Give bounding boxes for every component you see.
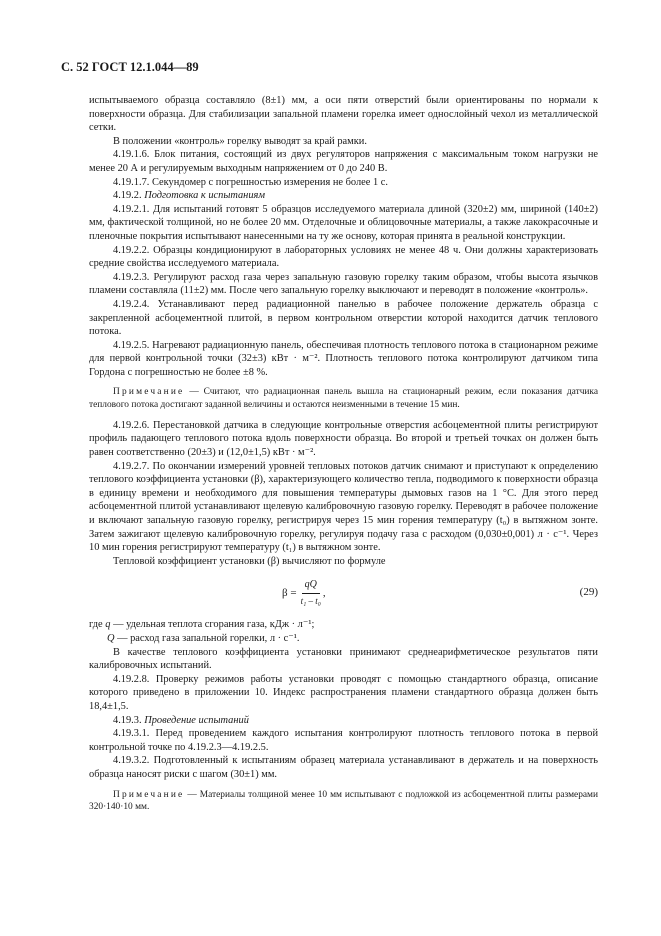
note	[89, 789, 598, 813]
section-heading	[89, 714, 598, 728]
paragraph: испытываемого образца составляло (8±1) мм, а оси пяти отверстий были ориентированы по нормали к поверхности образца. Для стабилизации запальной пламени горелка имеет однослойный чехол из металлической сетки.	[89, 95, 598, 134]
paragraph: 4.19.2.6. Перестановкой датчика в следующие контрольные отверстия асбоцементной плиты регистрируют профиль падающего теплового потока вдоль поверхности образца. Во второй и третьей точках он должен быть равен соответственно (20±3) и (12,0±1,5) кВт · м⁻².	[89, 419, 598, 459]
paragraph: 4.19.2.2. Образцы кондиционируют в лабораторных условиях не менее 48 ч. Они должны характеризовать средние свойства исследуемого материала.	[89, 244, 598, 270]
note-label: Примечание	[113, 789, 185, 800]
formula-definitions	[89, 618, 598, 645]
definition-q	[89, 618, 598, 632]
paragraph: 4.19.2.7. По окончании измерений уровней тепловых потоков датчик снимают и приступают к определению теплового коэффициента установки (β), характеризующего количество тепла, подводимого к поверхности образца в единицу времени и необходимого для повышения температуры дымовых газов на 1 °С. Для этого перед асбоцементной плитой устанавливают щелевую калибровочную газовую горелку. Переводят в рабочее положение и включают запальную газовую горелку, регистрируя через 15 мин горения температуру (t₀) в вытяжном зонте. Затем зажигают щелевую калибровочную горелку, регулируя подачу газа с расходом (0,030±0,001) л · с⁻¹. Через 10 мин горения регистрируют температуру (t₁) в вытяжном зонте.	[89, 460, 598, 554]
section-heading	[89, 189, 598, 203]
paragraph: 4.19.1.7. Секундомер с погрешностью измерения не более 1 с.	[113, 176, 388, 188]
definition-text: — расход газа запальной горелки, л · с⁻¹.	[117, 633, 300, 644]
definition-lead: где	[89, 619, 103, 631]
note-text: — Считают, что радиационная панель вышла на стационарный режим, если показания датчика теплового потока достигают заданной величины и остаются неизменными в течение 15 мин.	[89, 387, 598, 410]
formula-fraction	[301, 578, 321, 608]
definition-symbol: Q	[107, 633, 115, 644]
paragraph: 4.19.2.8. Проверку режимов работы установки проводят с помощью стандартного образца, описание которого приведено в приложении 10. Индекс распространения пламени стандартного образца должен быть 18,4±1,5.	[89, 673, 598, 712]
formula-tail: ,	[322, 586, 326, 599]
definition-symbol: q	[105, 619, 111, 631]
formula-numerator: qQ	[302, 578, 320, 594]
note-text: — Материалы толщиной менее 10 мм испытывают с подложкой из асбоцементной плиты размерами 320·140·10 мм.	[89, 789, 599, 812]
paragraph: В качестве теплового коэффициента установки принимают среднеарифметическое результатов пяти калибровочных испытаний.	[89, 646, 598, 672]
document-body	[89, 94, 598, 821]
paragraph: Тепловой коэффициент установки (β) вычисляют по формуле	[113, 555, 386, 567]
paragraph: 4.19.3.2. Подготовленный к испытаниям образец материала устанавливают в держатель и на поверхность образца наносят риски с шагом (30±1) мм.	[89, 755, 598, 780]
paragraph: 4.19.1.6. Блок питания, состоящий из двух регуляторов напряжения с максимальным током нагрузки не менее 20 А и регулируемым выходным напряжением от 0 до 240 В.	[89, 149, 598, 174]
formula-number: (29)	[579, 586, 598, 599]
section-number: 4.19.3.	[113, 714, 142, 726]
formula-denominator: t₁ – t₀	[300, 596, 321, 606]
paragraph: 4.19.2.5. Нагревают радиационную панель, обеспечивая плотность теплового потока в стационарном режиме для первой контрольной точки (32±3) кВт · м⁻². Плотность теплового потока контролируют датчиком типа Гордона с погрешностью не более ±8 %.	[89, 339, 598, 378]
formula-block	[89, 574, 598, 614]
note-label: Примечание	[113, 387, 185, 398]
section-title: Проведение испытаний	[144, 714, 249, 726]
formula	[282, 578, 326, 608]
definition-text: — удельная теплота сгорания газа, кДж · л⁻¹;	[113, 619, 315, 631]
paragraph: 4.19.3.1. Перед проведением каждого испытания контролируют плотность теплового потока в первой контрольной точке по 4.19.2.3—4.19.2.5.	[89, 728, 598, 753]
section-number: 4.19.2.	[113, 190, 142, 202]
formula-lhs: β =	[282, 586, 297, 599]
paragraph: 4.19.2.4. Устанавливают перед радиационной панелью в рабочее положение держатель образца с закрепленной асбоцементной плитой, в первом контрольном отверстии которой находится датчик теплового потока.	[89, 298, 598, 338]
paragraph: 4.19.2.3. Регулируют расход газа через запальную газовую горелку таким образом, чтобы высота язычков пламени составляла (11±2) мм. После чего запальную горелку выключают и переводят в положение «контроль».	[89, 271, 598, 297]
page-header: С. 52 ГОСТ 12.1.044—89	[61, 60, 199, 74]
paragraph: 4.19.2.1. Для испытаний готовят 5 образцов исследуемого материала длиной (320±2) мм, шириной (140±2) мм, фактической толщиной, но не более 20 мм. Отделочные и облицовочные материалы, а также лакокрасочные и пленочные покрытия испытывают нанесенными на ту же основу, которая принята в реальной конструкции.	[89, 203, 598, 242]
paragraph: В положении «контроль» горелку выводят за край рамки.	[113, 135, 367, 147]
section-title: Подготовка к испытаниям	[144, 190, 265, 202]
note	[89, 386, 598, 410]
definition-Q	[89, 632, 598, 646]
